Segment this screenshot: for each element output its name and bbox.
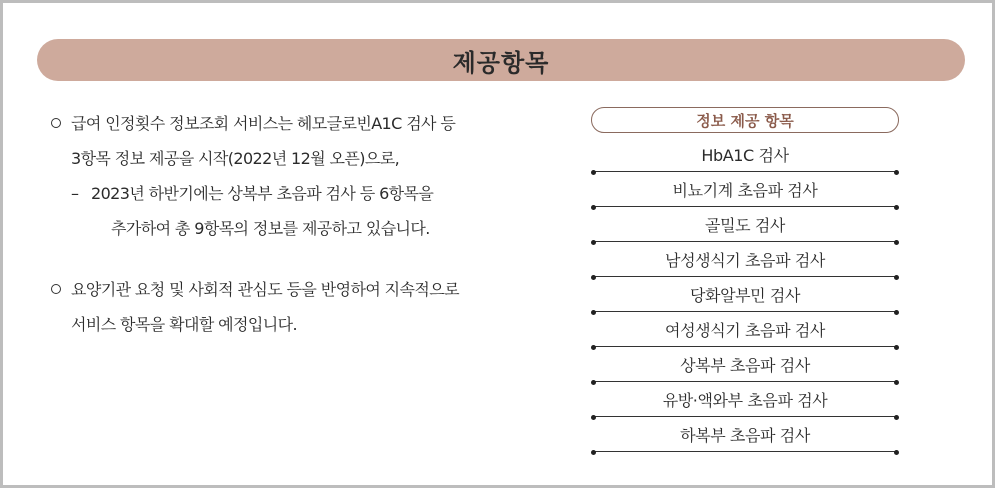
item-label: 골밀도 검사 xyxy=(705,216,785,235)
dot-icon xyxy=(894,450,899,455)
list-item xyxy=(591,207,899,242)
list-item xyxy=(591,347,899,382)
list-item xyxy=(591,277,899,312)
item-label: 비뇨기계 초음파 검사 xyxy=(672,181,818,200)
bullet-line: 요양기관 요청 및 사회적 관심도 등을 반영하여 지속적으로 xyxy=(71,280,459,299)
list-item xyxy=(591,312,899,347)
dot-icon xyxy=(591,450,596,455)
item-label: 남성생식기 초음파 검사 xyxy=(665,251,825,270)
provided-items-box xyxy=(591,107,899,452)
list-item xyxy=(591,382,899,417)
bullet-item xyxy=(47,272,517,342)
item-label: 유방·액와부 초음파 검사 xyxy=(662,391,828,410)
bullet-line: 서비스 항목을 확대할 예정입니다. xyxy=(71,315,297,334)
item-label: 하복부 초음파 검사 xyxy=(680,426,810,445)
bullet-line: 3항목 정보 제공을 시작(2022년 12월 오픈)으로, xyxy=(71,149,400,168)
circle-bullet-icon xyxy=(51,118,61,128)
circle-bullet-icon xyxy=(51,284,61,294)
description-bullets xyxy=(47,106,517,342)
dash-bullet-icon: – xyxy=(71,184,79,203)
page-title: 제공항목 xyxy=(452,48,550,77)
provided-items-header: 정보 제공 항목 xyxy=(591,107,899,133)
bullet-item xyxy=(47,106,517,246)
item-label: 상복부 초음파 검사 xyxy=(680,356,810,375)
divider xyxy=(593,451,897,452)
item-label: 당화알부민 검사 xyxy=(689,286,801,305)
item-label: HbA1C 검사 xyxy=(701,146,789,165)
sub-bullet xyxy=(71,176,517,246)
list-item xyxy=(591,417,899,452)
sub-bullet-line: 추가하여 총 9항목의 정보를 제공하고 있습니다. xyxy=(111,219,430,238)
list-item xyxy=(591,242,899,277)
title-banner xyxy=(37,39,965,81)
list-item xyxy=(591,137,899,172)
sub-bullet-line: 2023년 하반기에는 상복부 초음파 검사 등 6항목을 xyxy=(91,184,434,203)
provided-items-list xyxy=(591,137,899,452)
item-label: 여성생식기 초음파 검사 xyxy=(665,321,825,340)
bullet-line: 급여 인정횟수 정보조회 서비스는 헤모글로빈A1C 검사 등 xyxy=(71,114,456,133)
list-item xyxy=(591,172,899,207)
